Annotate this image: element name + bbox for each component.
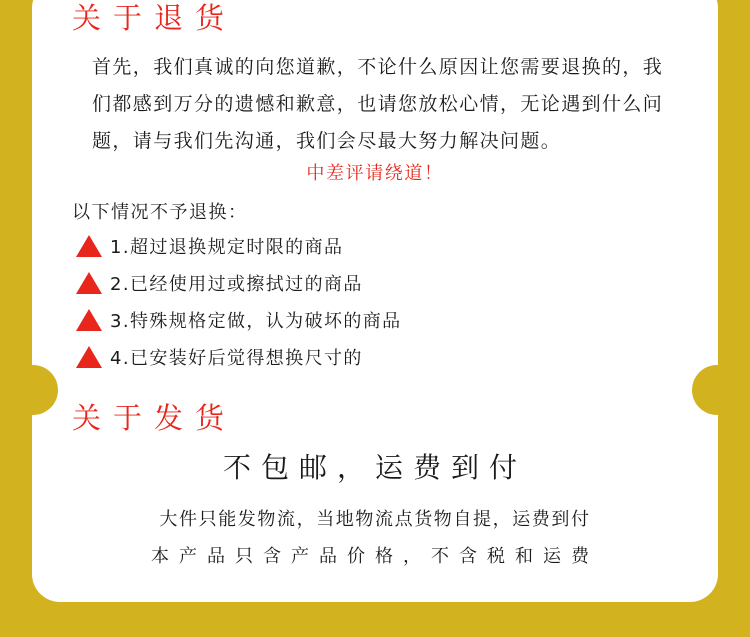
shipping-line-1: 大件只能发物流，当地物流点货物自提，运费到付 xyxy=(159,509,591,530)
card-notch-right xyxy=(692,365,742,415)
no-exchange-item-text: 2.已经使用过或擦拭过的商品 xyxy=(110,274,363,295)
warning-triangle-icon xyxy=(76,346,102,368)
warning-triangle-icon xyxy=(76,309,102,331)
no-exchange-item-text: 1.超过退换规定时限的商品 xyxy=(110,237,344,258)
no-exchange-item-text: 4.已安装好后觉得想换尺寸的 xyxy=(110,348,363,369)
card-notch-left xyxy=(8,365,58,415)
no-exchange-item xyxy=(76,344,363,370)
no-exchange-item xyxy=(76,270,363,296)
shipping-heading: 关于发货 xyxy=(72,401,237,435)
no-exchange-title: 以下情况不予退换： xyxy=(72,202,248,223)
no-exchange-item xyxy=(76,233,343,259)
free-shipping-note: 不包邮，运费到付 xyxy=(222,451,527,484)
no-exchange-item-text: 3.特殊规格定做，认为破坏的商品 xyxy=(110,311,402,332)
no-exchange-item xyxy=(76,307,402,333)
warning-triangle-icon xyxy=(76,235,102,257)
returns-paragraph-line-1: 首先，我们真诚的向您道歉，不论什么原因让您需要退换的，我 xyxy=(92,56,664,78)
bad-review-note: 中差评请绕道！ xyxy=(306,163,444,184)
returns-heading: 关于退货 xyxy=(72,1,237,35)
returns-paragraph-line-3: 题，请与我们先沟通，我们会尽最大努力解决问题。 xyxy=(92,130,562,152)
returns-paragraph-line-2: 们都感到万分的遗憾和歉意，也请您放松心情，无论遇到什么问 xyxy=(92,93,664,115)
warning-triangle-icon xyxy=(76,272,102,294)
shipping-line-2: 本产品只含产品价格，不含税和运费 xyxy=(151,546,599,567)
